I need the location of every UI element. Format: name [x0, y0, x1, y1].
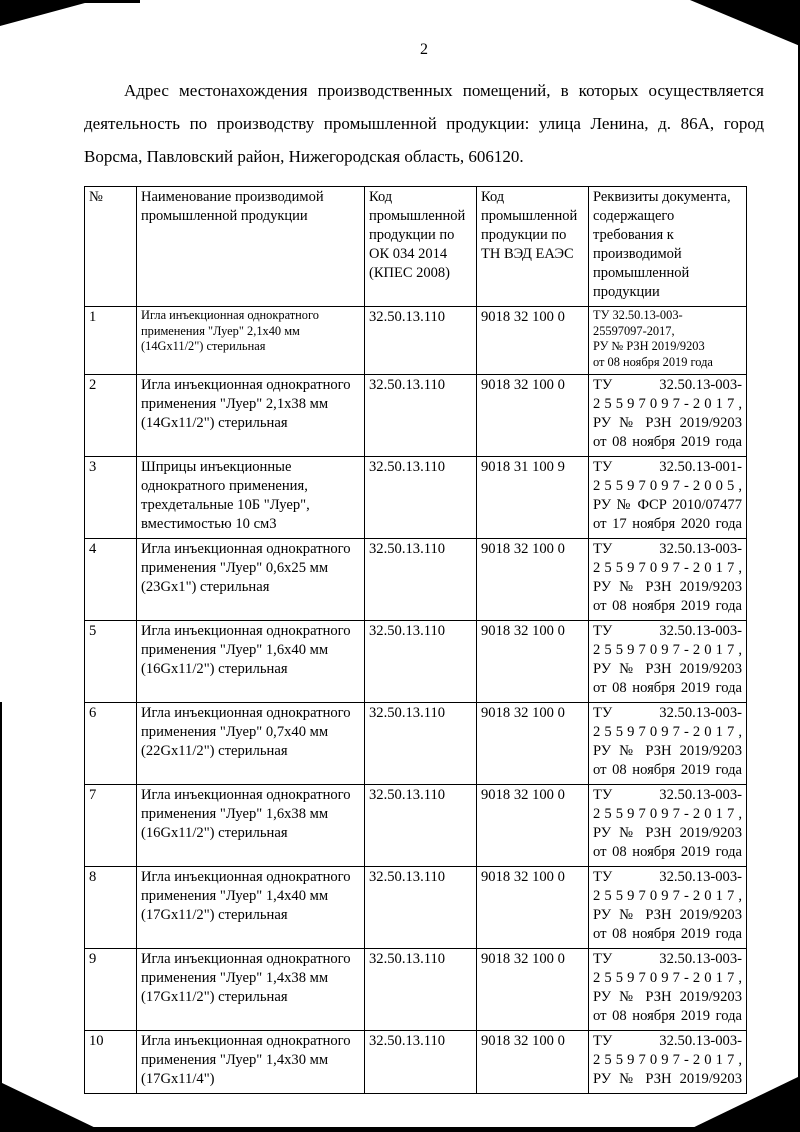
requisites-line: ТУ 32.50.13-003- — [593, 377, 742, 393]
cell-product-name: Игла инъекционная однократного применения "Луер" 0,6x25 мм (23Gx1") стерильная — [137, 539, 365, 621]
table-row — [85, 375, 747, 457]
cell-requisites — [589, 375, 747, 457]
requisites-line: от 08 ноября 2019 года — [593, 354, 713, 369]
cell-code-tnved: 9018 32 100 0 — [477, 785, 589, 867]
requisites-line: ТУ 32.50.13-001- — [593, 459, 742, 475]
requisites-line: 2 5 5 9 7 0 9 7 - 2 0 1 7 , — [593, 888, 742, 904]
table-row — [85, 703, 747, 785]
cell-code-ok: 32.50.13.110 — [365, 703, 477, 785]
requisites-line: РУ № РЗН 2019/9203 — [593, 415, 742, 431]
requisites-line: от 08 ноября 2019 года — [593, 844, 742, 860]
requisites-line: РУ № РЗН 2019/9203 — [593, 907, 742, 923]
cell-product-name: Шприцы инъекционные однократного применения, трехдетальные 10Б "Луер", вместимостью 10 см3 — [137, 457, 365, 539]
cell-code-ok: 32.50.13.110 — [365, 457, 477, 539]
cell-code-tnved: 9018 31 100 9 — [477, 457, 589, 539]
cell-number: 9 — [85, 949, 137, 1031]
cell-number: 1 — [85, 307, 137, 375]
requisites-line: от 08 ноября 2019 года — [593, 762, 742, 778]
cell-requisites — [589, 785, 747, 867]
cell-product-name: Игла инъекционная однократного применения "Луер" 1,4x38 мм (17Gx11/2") стерильная — [137, 949, 365, 1031]
cell-requisites — [589, 621, 747, 703]
header-number: № — [85, 187, 137, 307]
requisites-line: от 08 ноября 2019 года — [593, 926, 742, 942]
table-row — [85, 867, 747, 949]
scan-edge-left — [0, 702, 2, 1132]
requisites-line: 2 5 5 9 7 0 9 7 - 2 0 1 7 , — [593, 396, 742, 412]
requisites-line: от 08 ноября 2019 года — [593, 680, 742, 696]
cell-requisites — [589, 949, 747, 1031]
requisites-line: от 08 ноября 2019 года — [593, 434, 742, 450]
cell-code-tnved: 9018 32 100 0 — [477, 621, 589, 703]
requisites-line: ТУ 32.50.13-003- — [593, 787, 742, 803]
requisites-line: ТУ 32.50.13-003- — [593, 705, 742, 721]
cell-code-ok: 32.50.13.110 — [365, 539, 477, 621]
cell-code-tnved: 9018 32 100 0 — [477, 703, 589, 785]
header-product-name: Наименование производимой промышленной продукции — [137, 187, 365, 307]
cell-code-ok: 32.50.13.110 — [365, 785, 477, 867]
requisites-line: 2 5 5 9 7 0 9 7 - 2 0 0 5 , — [593, 478, 742, 494]
requisites-line: РУ № РЗН 2019/9203 — [593, 579, 742, 595]
requisites-line: 2 5 5 9 7 0 9 7 - 2 0 1 7 , — [593, 806, 742, 822]
cell-number: 5 — [85, 621, 137, 703]
table-row — [85, 307, 747, 375]
cell-code-ok: 32.50.13.110 — [365, 307, 477, 375]
requisites-line: от 17 ноября 2020 года — [593, 516, 742, 532]
cell-code-tnved: 9018 32 100 0 — [477, 307, 589, 375]
requisites-line: 2 5 5 9 7 0 9 7 - 2 0 1 7 , — [593, 724, 742, 740]
requisites-line: ТУ 32.50.13-003- — [593, 541, 742, 557]
cell-number: 10 — [85, 1031, 137, 1094]
cell-code-tnved: 9018 32 100 0 — [477, 539, 589, 621]
cell-product-name: Игла инъекционная однократного применения "Луер" 2,1x40 мм (14Gx11/2") стерильная — [137, 307, 365, 375]
requisites-line: ТУ 32.50.13-003- — [593, 869, 742, 885]
table-row — [85, 949, 747, 1031]
cell-code-tnved: 9018 32 100 0 — [477, 867, 589, 949]
requisites-line: РУ № РЗН 2019/9203 — [593, 339, 705, 353]
requisites-line: 2 5 5 9 7 0 9 7 - 2 0 1 7 , — [593, 1052, 742, 1068]
table-row — [85, 785, 747, 867]
cell-product-name: Игла инъекционная однократного применения "Луер" 1,4x30 мм (17Gx11/4") — [137, 1031, 365, 1094]
cell-code-tnved: 9018 32 100 0 — [477, 375, 589, 457]
requisites-line: 2 5 5 9 7 0 9 7 - 2 0 1 7 , — [593, 560, 742, 576]
cell-product-name: Игла инъекционная однократного применения "Луер" 0,7x40 мм (22Gx11/2") стерильная — [137, 703, 365, 785]
table-row — [85, 621, 747, 703]
cell-number: 4 — [85, 539, 137, 621]
requisites-line: ТУ 32.50.13-003- — [593, 623, 742, 639]
requisites-line: РУ № РЗН 2019/9203 — [593, 989, 742, 1005]
cell-product-name: Игла инъекционная однократного применения "Луер" 1,6x40 мм (16Gx11/2") стерильная — [137, 621, 365, 703]
page-number: 2 — [420, 41, 428, 58]
table-row — [85, 1031, 747, 1094]
header-code-ok: Код промышленной продукции по ОК 034 2014 (КПЕС 2008) — [365, 187, 477, 307]
cell-number: 2 — [85, 375, 137, 457]
cell-code-ok: 32.50.13.110 — [365, 1031, 477, 1094]
table-row — [85, 457, 747, 539]
scan-edge-bottom — [0, 1127, 800, 1132]
cell-code-tnved: 9018 32 100 0 — [477, 949, 589, 1031]
cell-code-ok: 32.50.13.110 — [365, 867, 477, 949]
address-paragraph: Адрес местонахождения производственных помещений, в которых осуществляется деятельность по производству промышленной продукции: улица Ленина, д. 86А, город Ворсма, Павловский район, Нижегородская область, 606120. — [84, 81, 764, 166]
cell-number: 6 — [85, 703, 137, 785]
cell-number: 3 — [85, 457, 137, 539]
header-code-tnved: Код промышленной продукции по ТН ВЭД ЕАЭС — [477, 187, 589, 307]
requisites-line: РУ № РЗН 2019/9203 — [593, 1071, 742, 1087]
requisites-line: ТУ 32.50.13-003- — [593, 951, 742, 967]
products-table — [84, 186, 747, 1094]
requisites-line: РУ № РЗН 2019/9203 — [593, 743, 742, 759]
requisites-line: 2 5 5 9 7 0 9 7 - 2 0 1 7 , — [593, 970, 742, 986]
header-requisites: Реквизиты документа, содержащего требования к производимой промышленной продукции — [589, 187, 747, 307]
cell-requisites — [589, 307, 747, 375]
cell-requisites — [589, 703, 747, 785]
cell-product-name: Игла инъекционная однократного применения "Луер" 1,4x40 мм (17Gx11/2") стерильная — [137, 867, 365, 949]
table-row — [85, 539, 747, 621]
requisites-line: ТУ 32.50.13-003- — [593, 308, 683, 322]
cell-product-name: Игла инъекционная однократного применения "Луер" 1,6x38 мм (16Gx11/2") стерильная — [137, 785, 365, 867]
requisites-line: РУ № ФСР 2010/07477 — [593, 497, 742, 513]
table-header-row — [85, 187, 747, 307]
cell-number: 8 — [85, 867, 137, 949]
cell-code-ok: 32.50.13.110 — [365, 621, 477, 703]
requisites-line: ТУ 32.50.13-003- — [593, 1033, 742, 1049]
cell-code-ok: 32.50.13.110 — [365, 949, 477, 1031]
cell-code-tnved: 9018 32 100 0 — [477, 1031, 589, 1094]
requisites-line: 2 5 5 9 7 0 9 7 - 2 0 1 7 , — [593, 642, 742, 658]
cell-requisites — [589, 539, 747, 621]
requisites-line: РУ № РЗН 2019/9203 — [593, 661, 742, 677]
cell-requisites — [589, 457, 747, 539]
products-table-body — [85, 307, 747, 1094]
cell-requisites — [589, 867, 747, 949]
requisites-line: РУ № РЗН 2019/9203 — [593, 825, 742, 841]
cell-product-name: Игла инъекционная однократного применения "Луер" 2,1x38 мм (14Gx11/2") стерильная — [137, 375, 365, 457]
cell-code-ok: 32.50.13.110 — [365, 375, 477, 457]
requisites-line: от 08 ноября 2019 года — [593, 1008, 742, 1024]
requisites-line: 25597097-2017, — [593, 323, 675, 338]
requisites-line: от 08 ноября 2019 года — [593, 598, 742, 614]
cell-requisites — [589, 1031, 747, 1094]
cell-number: 7 — [85, 785, 137, 867]
